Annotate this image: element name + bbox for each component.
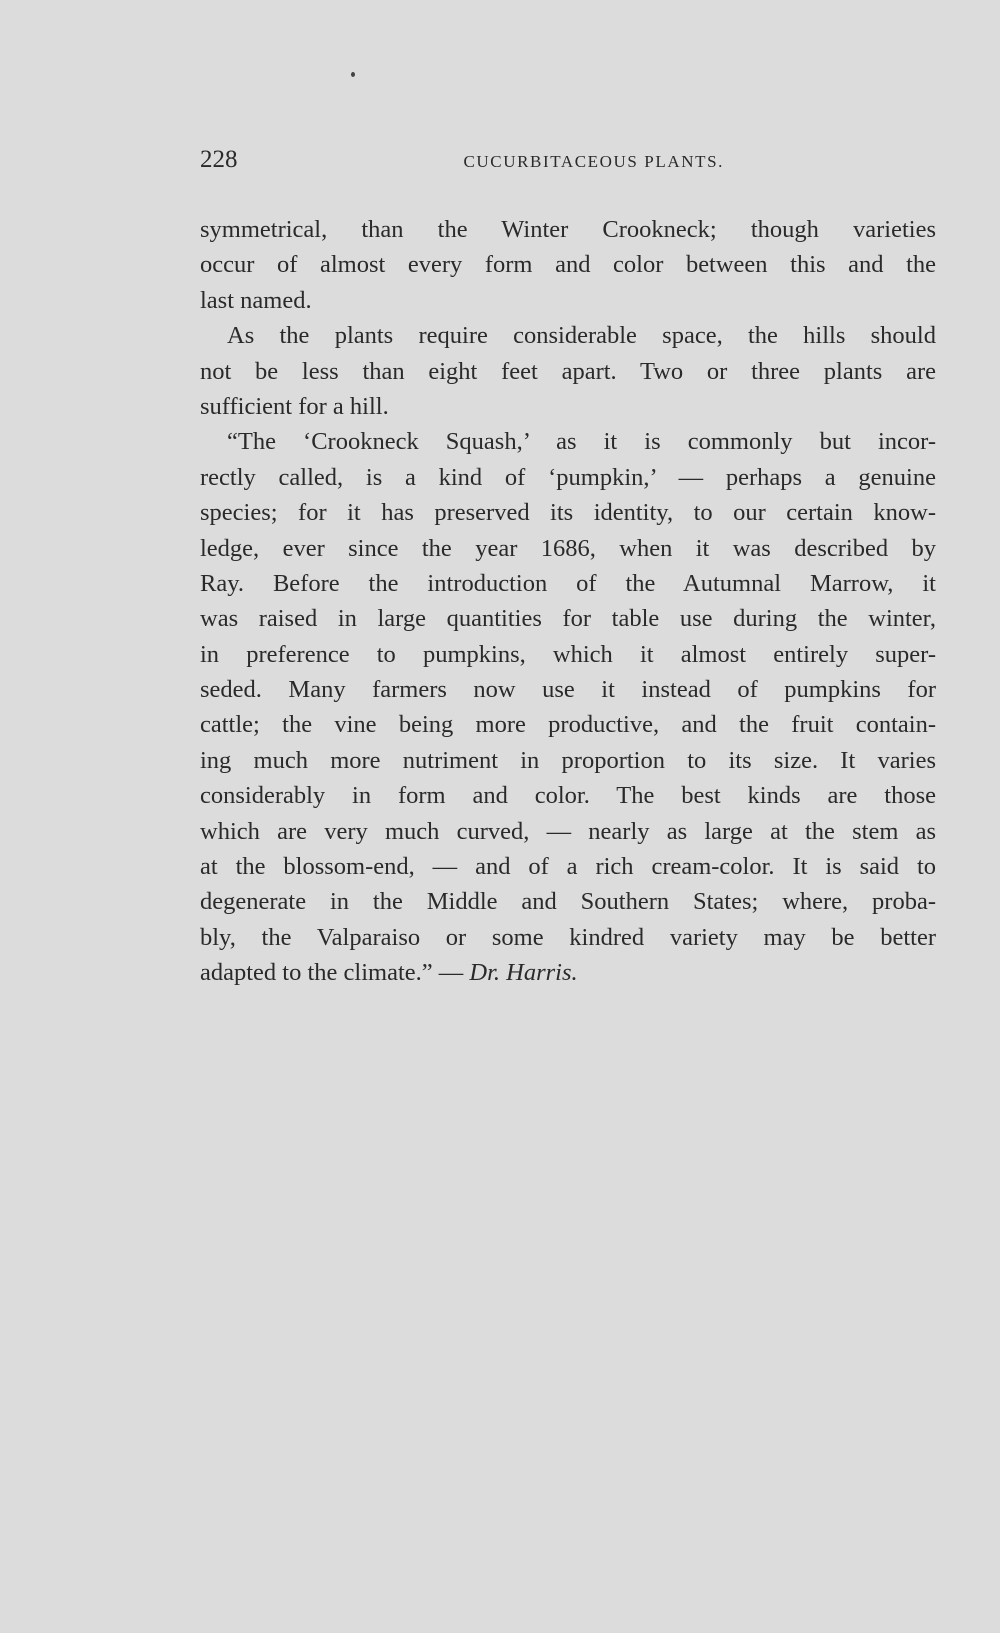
ink-speck [351, 72, 355, 77]
body-text [200, 212, 936, 991]
text-line: ing much more nutriment in proportion to its size. It varies [200, 746, 936, 774]
text-line: rectly called, is a kind of ‘pumpkin,’ — perhaps a genuine [200, 463, 936, 491]
text-line: at the blossom-end, — and of a rich cream-color. It is said to [200, 853, 936, 881]
text-line: last named. [200, 286, 312, 314]
text-line: which are very much curved, — nearly as large at the stem as [200, 817, 936, 845]
page-header [200, 146, 724, 176]
text-line: bly, the Valparaiso or some kindred variety may be better [200, 923, 936, 951]
page-number: 228 [200, 146, 238, 173]
text-line: was raised in large quantities for table use during the winter, [200, 605, 936, 633]
text-line: cattle; the vine being more productive, and the fruit contain- [200, 711, 936, 739]
running-title: CUCURBITACEOUS PLANTS. [463, 152, 724, 171]
text-line: occur of almost every form and color between this and the [200, 251, 936, 279]
text-line: degenerate in the Middle and Southern States; where, proba- [200, 888, 936, 916]
text-line: As the plants require considerable space, the hills should [227, 322, 936, 350]
text-line: Ray. Before the introduction of the Autumnal Marrow, it [200, 569, 936, 597]
attribution: Dr. Harris. [469, 959, 578, 987]
text-line: “The ‘Crookneck Squash,’ as it is commonly but incor- [227, 428, 936, 456]
text-line: seded. Many farmers now use it instead of pumpkins for [200, 676, 936, 704]
text-line: species; for it has preserved its identity, to our certain know- [200, 499, 936, 527]
text-line-last [200, 955, 936, 990]
closing-text: adapted to the climate.” — [200, 959, 470, 987]
text-line: not be less than eight feet apart. Two or three plants are [200, 357, 936, 385]
text-line: ledge, ever since the year 1686, when it was described by [200, 534, 936, 562]
text-line: in preference to pumpkins, which it almost entirely super- [200, 640, 936, 668]
text-line: symmetrical, than the Winter Crookneck; though varieties [200, 216, 936, 243]
text-line: considerably in form and color. The best kinds are those [200, 782, 936, 810]
text-line: sufficient for a hill. [200, 392, 389, 420]
